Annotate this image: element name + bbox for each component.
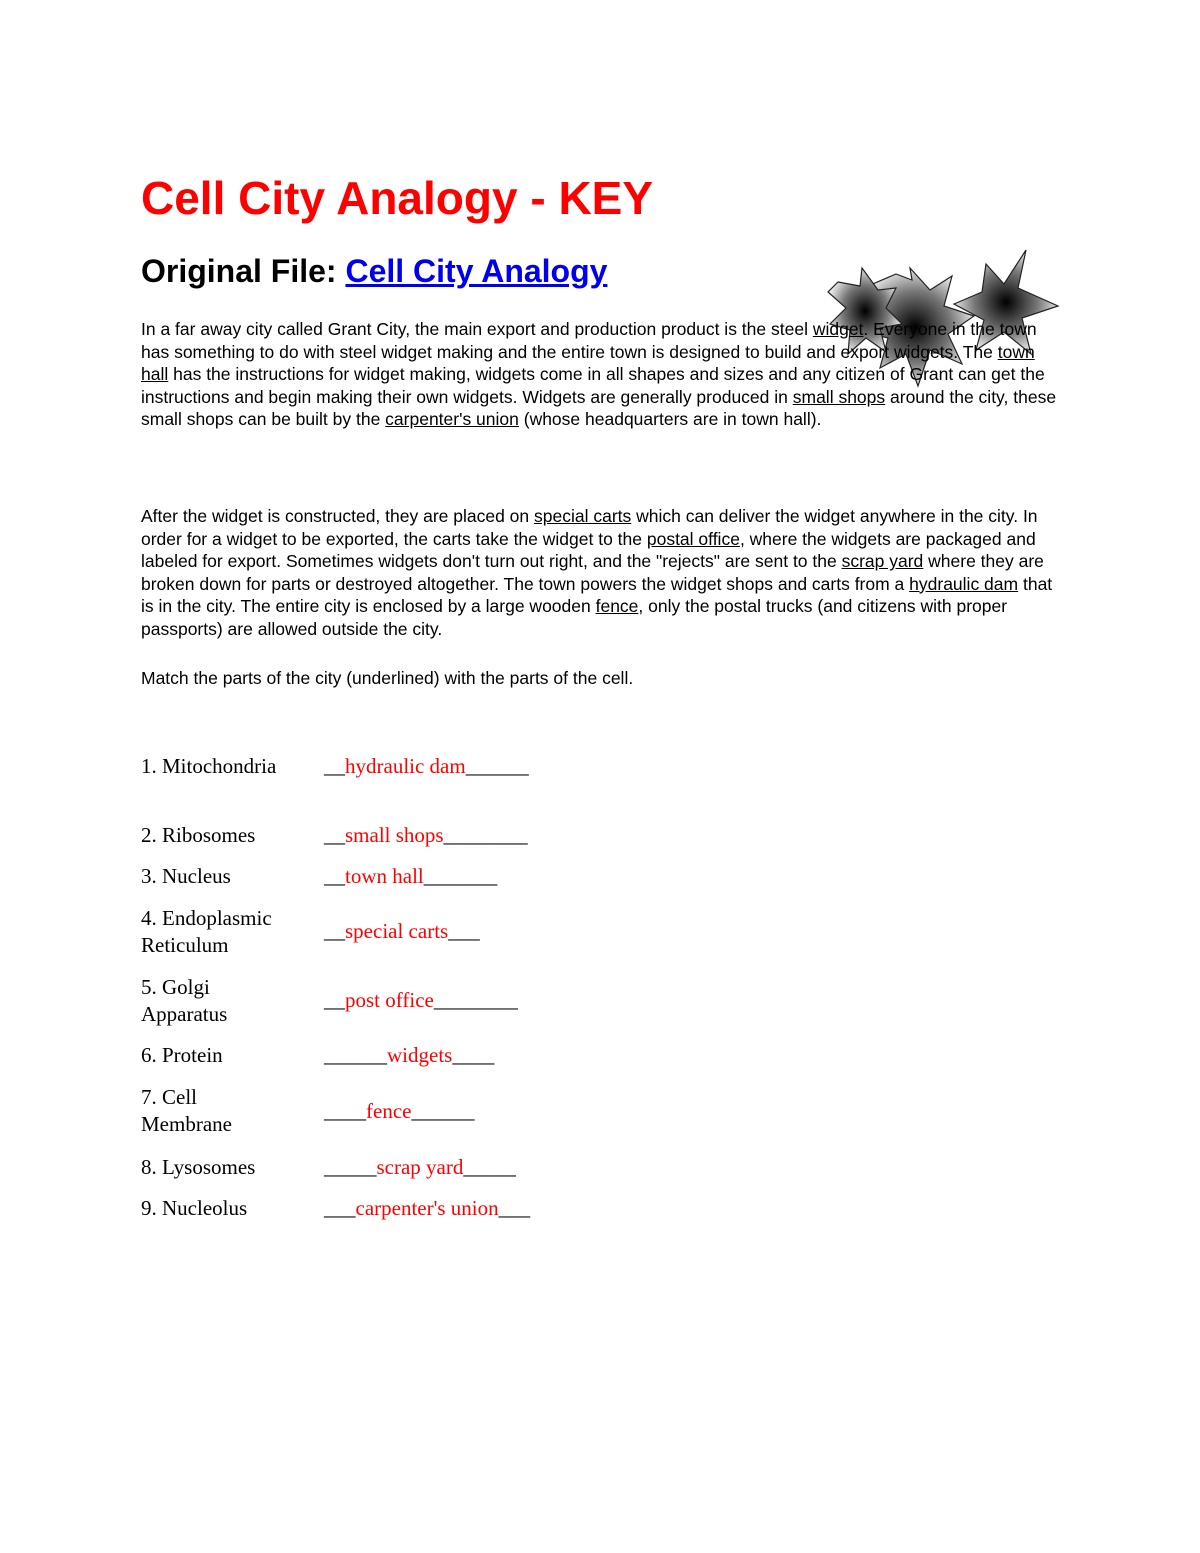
answer-text: post office [345, 988, 434, 1012]
underlined-hydraulic-dam: hydraulic dam [909, 573, 1019, 594]
answer-line: ___carpenter's union___ [324, 1196, 531, 1220]
question-label: 8. Lysosomes [141, 1155, 256, 1179]
original-file-link[interactable]: Cell City Analogy [345, 253, 608, 289]
answer-text: scrap yard [376, 1155, 464, 1179]
question-label: 6. Protein [141, 1043, 223, 1067]
answer-text: hydraulic dam [345, 754, 466, 778]
answer-line: __small shops________ [324, 823, 528, 847]
answer-line: ______widgets____ [324, 1043, 495, 1067]
underlined-fence: fence [595, 596, 639, 617]
answer-line: _____scrap yard_____ [324, 1155, 516, 1179]
answer-line: __post office________ [324, 988, 518, 1012]
question-label: 1. Mitochondria [141, 754, 277, 778]
intro-paragraph: In a far away city called Grant City, the main export and production product is the steel widget. Everyone in the town has something to do with steel widget making and the entire town is designed to build and export widgets. The town hall has the instructions for widget making, widgets come in all shapes and sizes and any citizen of Grant can get the instructions and begin making their own widgets. Widgets are generally produced in small shops around the city, these small shops can be built by the carpenter's union (whose headquarters are in town hall). [141, 319, 1057, 430]
underlined-town-hall: town hall [141, 341, 1035, 385]
question-label: 4. Endoplasmic Reticulum [141, 906, 272, 957]
page-title: Cell City Analogy - KEY [141, 172, 654, 224]
answer-line: __town hall_______ [324, 864, 498, 888]
answer-text: town hall [345, 864, 424, 888]
question-label: 7. Cell Membrane [141, 1085, 232, 1136]
underlined-scrap-yard: scrap yard [841, 551, 924, 572]
underlined-postal-office: postal office [646, 528, 740, 549]
answer-line: __special carts___ [324, 919, 480, 943]
answer-text: widgets [387, 1043, 453, 1067]
answer-text: special carts [345, 919, 449, 943]
question-label: 9. Nucleolus [141, 1196, 248, 1220]
instructions-paragraph: Match the parts of the city (underlined) with the parts of the cell. [141, 668, 634, 688]
original-file-line [141, 251, 607, 291]
answer-line: ____fence______ [324, 1099, 475, 1123]
answer-text: small shops [345, 823, 444, 847]
underlined-small-shops: small shops [792, 386, 886, 407]
underlined-special-carts: special carts [534, 506, 632, 526]
underlined-widget: widget [812, 319, 864, 339]
question-label: 5. Golgi Apparatus [141, 975, 228, 1026]
question-label: 3. Nucleus [141, 864, 231, 888]
question-label: 2. Ribosomes [141, 823, 256, 847]
original-file-label: Original File: [141, 253, 337, 289]
answer-text: fence [366, 1099, 412, 1123]
second-paragraph: After the widget is constructed, they are placed on special carts which can deliver the widget anywhere in the city. In order for a widget to be exported, the carts take the widget to the postal office, where the widgets are packaged and labeled for export. Sometimes widgets don't turn out right, and the "rejects" are sent to the scrap yard where they are broken down for parts or destroyed altogether. The town powers the widget shops and carts from a hydraulic dam that is in the city. The entire city is enclosed by a large wooden fence, only the postal trucks (and citizens with proper passports) are allowed outside the city. [141, 506, 1053, 639]
answer-text: carpenter's union [355, 1196, 499, 1220]
underlined-carpenters-union: carpenter's union [385, 409, 519, 430]
answer-line: __hydraulic dam______ [324, 754, 529, 778]
